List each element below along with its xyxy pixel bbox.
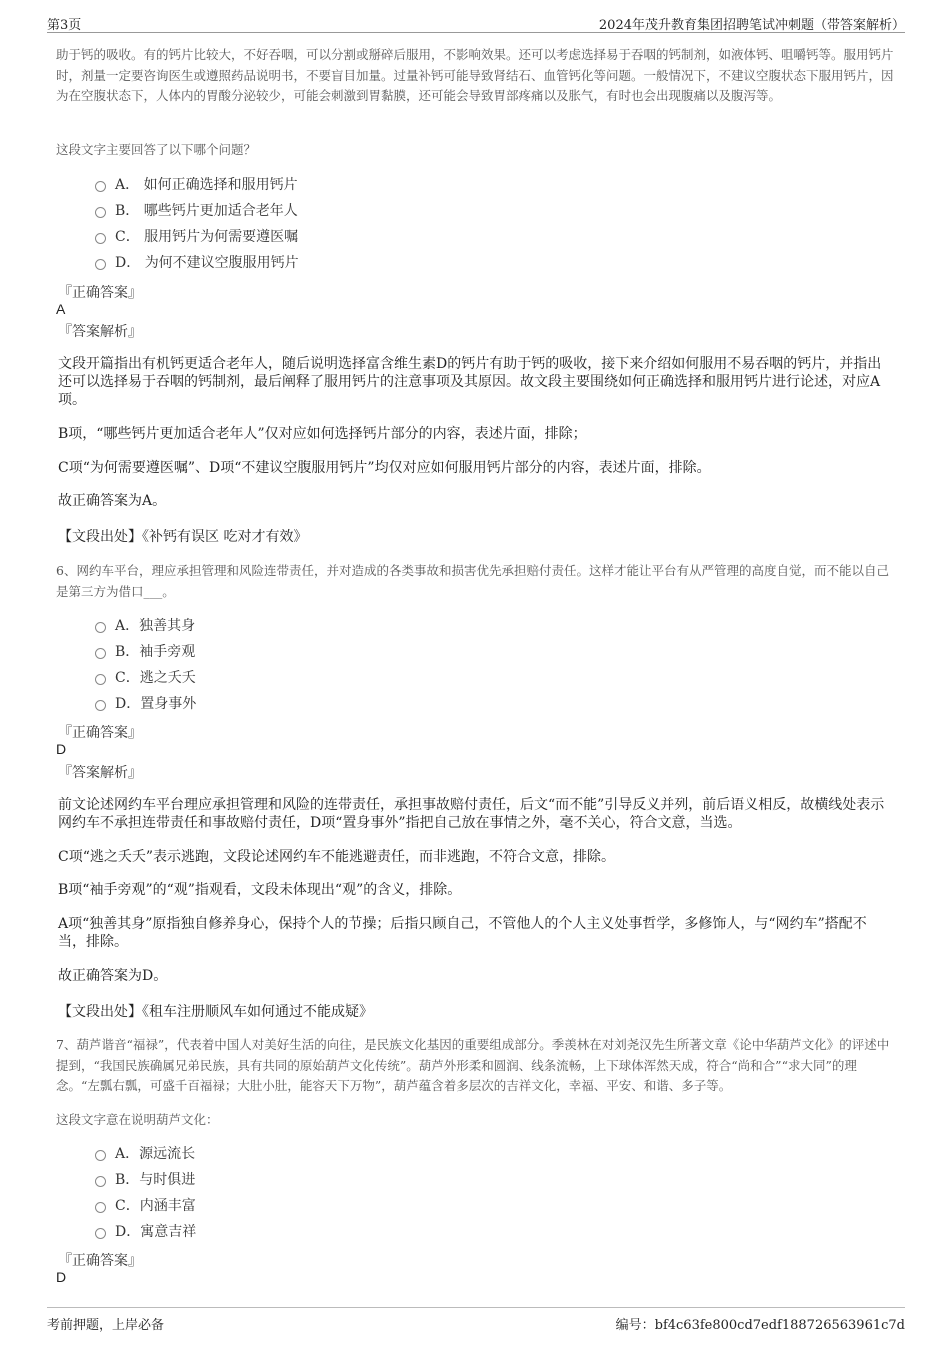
q7-question: 这段文字意在说明葫芦文化： [56,1112,219,1127]
q5-option-a[interactable]: A． 如何正确选择和服用钙片 [95,175,298,195]
radio-icon[interactable] [95,648,106,659]
page-header [47,12,905,33]
radio-icon[interactable] [95,181,106,192]
page-number: 第3页 [47,18,82,33]
q7-option-d[interactable]: D．寓意吉祥 [95,1222,196,1242]
q6-analysis-label: 『答案解析』 [58,765,142,781]
q6-stem: 6、网约车平台，理应承担管理和风险连带责任，并对造成的各类事故和损害优先承担赔付责任。这样才能让平台有从严管理的高度自觉，而不能以自己是第三方为借口___。 [56,563,889,599]
radio-icon[interactable] [95,1150,106,1161]
q5-source: 【文段出处】《补钙有误区 吃对才有效》 [58,529,308,545]
q5-option-b[interactable]: B． 哪些钙片更加适合老年人 [95,201,298,221]
radio-icon[interactable] [95,1202,106,1213]
radio-icon[interactable] [95,700,106,711]
q5-question: 这段文字主要回答了以下哪个问题？ [56,142,257,157]
q6-option-b[interactable]: B．袖手旁观 [95,642,195,662]
q5-passage: 助于钙的吸收。有的钙片比较大，不好吞咽，可以分割或掰碎后服用，不影响效果。还可以考虑选择易于吞咽的钙制剂，如液体钙、咀嚼钙等。服用钙片时，剂量一定要咨询医生或遵照药品说明书，不要盲目加量。过量补钙可能导致肾结石、血管钙化等问题。一般情况下，不建议空腹状态下服用钙片，因为在空腹状态下，人体内的胃酸分泌较少，可能会刺激到胃黏膜，还可能会导致胃部疼痛以及胀气，有时也会出现腹痛以及腹泻等。 [56,47,894,103]
q6-analysis-2: C项“逃之夭夭”表示逃跑，文段论述网约车不能逃避责任，而非逃跑，不符合文意，排除。 [58,849,616,865]
q7-option-a[interactable]: A．源远流长 [95,1144,195,1164]
q6-analysis-5: 故正确答案为D。 [58,968,168,984]
q5-option-d[interactable]: D． 为何不建议空腹服用钙片 [95,253,299,273]
q5-analysis-1: 文段开篇指出有机钙更适合老年人，随后说明选择富含维生素D的钙片有助于钙的吸收，接下来介绍如何服用不易吞咽的钙片，并指出还可以选择易于吞咽的钙制剂，最后阐释了服用钙片的注意事项及其原因。故文段主要围绕如何正确选择和服用钙片进行论述，对应A项。 [58,356,882,408]
page-footer [47,1307,905,1332]
radio-icon[interactable] [95,1176,106,1187]
q7-option-b[interactable]: B．与时俱进 [95,1170,195,1190]
q6-option-a[interactable]: A．独善其身 [95,616,195,636]
radio-icon[interactable] [95,259,106,270]
q5-analysis-4: 故正确答案为A。 [58,493,167,509]
q5-analysis-2: B项，“哪些钙片更加适合老年人”仅对应如何选择钙片部分的内容，表述片面，排除； [58,426,587,442]
q7-answer-label: 『正确答案』 [58,1253,142,1269]
q6-analysis-1: 前文论述网约车平台理应承担管理和风险的连带责任，承担事故赔付责任，后文“而不能”引导反义并列，前后语义相反，故横线处表示网约车不承担连带责任和事故赔付责任，D项“置身事外”指把自己放在事情之外，毫不关心，符合文意，当选。 [58,797,885,831]
radio-icon[interactable] [95,1228,106,1239]
q6-analysis-3: B项“袖手旁观”的“观”指观看，文段未体现出“观”的含义，排除。 [58,882,462,898]
q5-analysis-label: 『答案解析』 [58,324,142,340]
radio-icon[interactable] [95,233,106,244]
q7-stem: 7、葫芦谐音“福禄”，代表着中国人对美好生活的向往，是民族文化基因的重要组成部分。季羡林在对刘尧汉先生所著文章《论中华葫芦文化》的评述中提到，“我国民族确属兄弟民族，具有共同的原始葫芦文化传统”。葫芦外形柔和圆润、线条流畅，上下球体浑然天成，符合“尚和合”“求大同”的理念。“左瓢右瓢，可盛千百福禄；大肚小肚，能容天下万物”，葫芦蕴含着多层次的吉祥文化，幸福、平安、和谐、多子等。 [56,1037,890,1093]
document-id: 编号：bf4c63fe800cd7edf188726563961c7d [615,1318,905,1333]
q5-answer: A [56,301,66,317]
q6-option-c[interactable]: C．逃之夭夭 [95,668,196,688]
q5-answer-label: 『正确答案』 [58,285,142,301]
q6-answer-label: 『正确答案』 [58,725,142,741]
document-title: 2024年茂升教育集团招聘笔试冲刺题（带答案解析） [598,18,905,33]
radio-icon[interactable] [95,207,106,218]
radio-icon[interactable] [95,674,106,685]
q5-option-c[interactable]: C． 服用钙片为何需要遵医嘱 [95,227,298,247]
q6-answer: D [56,741,67,757]
q6-source: 【文段出处】《租车注册顺风车如何通过不能成疑》 [58,1004,373,1020]
q7-option-c[interactable]: C．内涵丰富 [95,1196,196,1216]
q5-analysis-3: C项“为何需要遵医嘱”、D项“不建议空腹服用钙片”均仅对应如何服用钙片部分的内容，表述片面，排除。 [58,460,711,476]
q7-answer: D [56,1269,67,1285]
footer-slogan: 考前押题，上岸必备 [47,1318,165,1333]
q6-analysis-4: A项“独善其身”原指独自修养身心，保持个人的节操；后指只顾自己，不管他人的个人主义处事哲学，多修饰人，与“网约车”搭配不当，排除。 [58,916,867,950]
q6-option-d[interactable]: D．置身事外 [95,694,196,714]
radio-icon[interactable] [95,622,106,633]
